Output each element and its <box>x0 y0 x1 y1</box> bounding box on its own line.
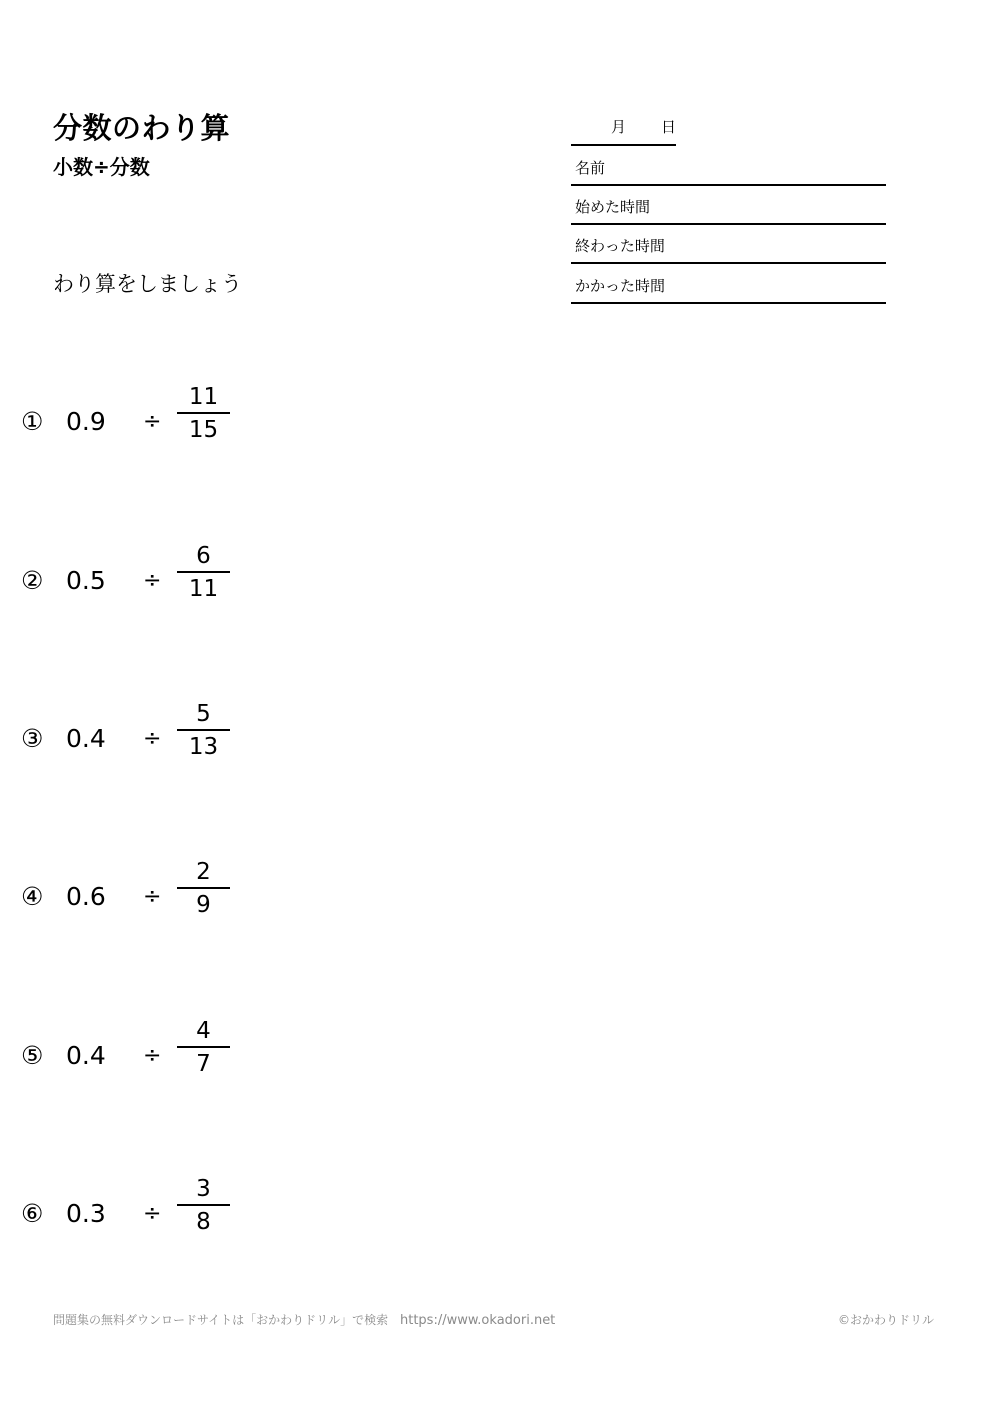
problem-number: ② <box>21 566 44 595</box>
elapsed-time-label: かかった時間 <box>575 277 666 295</box>
fraction-denominator: 13 <box>188 734 219 760</box>
fraction-bar <box>177 1204 230 1206</box>
end-time-field <box>571 224 886 264</box>
fraction-denominator: 7 <box>196 1051 211 1077</box>
fraction-bar <box>177 412 230 414</box>
fraction <box>177 700 230 761</box>
problem-decimal: 0.4 <box>66 724 106 753</box>
problem-3 <box>0 700 400 780</box>
problem-number: ① <box>21 407 44 436</box>
footer-text: 問題集の無料ダウンロードサイトは「おかわりドリル」で検索 <box>53 1313 389 1327</box>
fraction <box>177 542 230 603</box>
problem-decimal: 0.9 <box>66 407 106 436</box>
fraction <box>177 1017 230 1078</box>
start-time-label: 始めた時間 <box>575 198 651 216</box>
name-field <box>571 146 886 186</box>
fraction-numerator: 6 <box>196 543 211 569</box>
problem-number: ③ <box>21 724 44 753</box>
fraction <box>177 1175 230 1236</box>
fraction-bar <box>177 571 230 573</box>
fraction-numerator: 3 <box>196 1176 211 1202</box>
problem-number: ⑤ <box>21 1041 44 1070</box>
problem-number: ④ <box>21 882 44 911</box>
problem-5 <box>0 1017 400 1097</box>
fraction-denominator: 15 <box>188 417 219 443</box>
problem-decimal: 0.5 <box>66 566 106 595</box>
fraction-denominator: 9 <box>196 892 211 918</box>
fraction-denominator: 11 <box>188 576 219 602</box>
instruction-text: わり算をしましょう <box>53 272 242 296</box>
footer-note <box>53 1311 555 1328</box>
copyright: ©おかわりドリル <box>837 1313 934 1327</box>
problem-6 <box>0 1175 400 1255</box>
elapsed-time-field <box>571 264 886 304</box>
fraction-bar <box>177 1046 230 1048</box>
problem-4 <box>0 858 400 938</box>
problem-decimal: 0.3 <box>66 1199 106 1228</box>
problem-decimal: 0.4 <box>66 1041 106 1070</box>
fraction-numerator: 5 <box>196 701 211 727</box>
fraction-numerator: 11 <box>188 384 219 410</box>
fraction <box>177 383 230 444</box>
problem-number: ⑥ <box>21 1199 44 1228</box>
fraction-numerator: 2 <box>196 859 211 885</box>
worksheet-subtitle: 小数÷分数 <box>53 155 150 179</box>
fraction-bar <box>177 887 230 889</box>
day-label: 日 <box>661 118 677 136</box>
date-field <box>571 113 676 146</box>
divide-operator: ÷ <box>143 568 162 593</box>
footer-url[interactable]: https://www.okadori.net <box>400 1313 556 1328</box>
divide-operator: ÷ <box>143 1201 162 1226</box>
month-label: 月 <box>611 118 627 136</box>
fraction-bar <box>177 729 230 731</box>
problem-decimal: 0.6 <box>66 882 106 911</box>
divide-operator: ÷ <box>143 409 162 434</box>
divide-operator: ÷ <box>143 1043 162 1068</box>
fraction-numerator: 4 <box>196 1018 211 1044</box>
end-time-label: 終わった時間 <box>575 237 665 255</box>
problem-2 <box>0 542 400 622</box>
fraction-denominator: 8 <box>196 1209 211 1235</box>
problem-1 <box>0 383 400 463</box>
name-label: 名前 <box>575 159 606 177</box>
fraction <box>177 858 230 919</box>
divide-operator: ÷ <box>143 884 162 909</box>
divide-operator: ÷ <box>143 726 162 751</box>
start-time-field <box>571 185 886 225</box>
worksheet-title: 分数のわり算 <box>53 111 231 145</box>
